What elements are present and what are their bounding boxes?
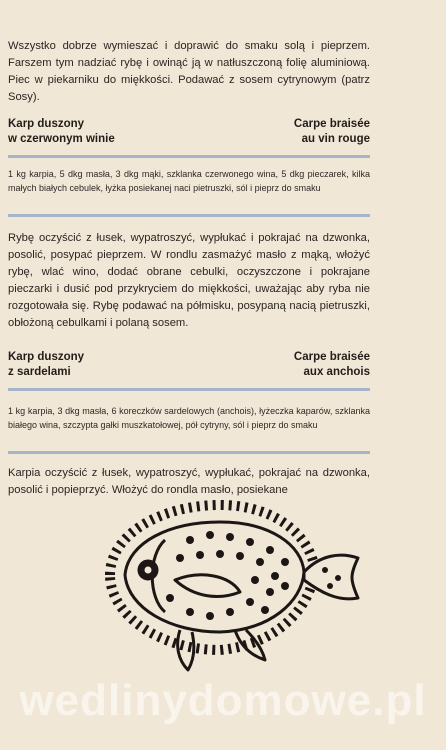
rule-bottom-2 bbox=[8, 451, 370, 454]
rule-top-1 bbox=[8, 155, 370, 158]
recipe1-heading bbox=[8, 117, 370, 149]
recipe1-ingredients: 1 kg karpia, 5 dkg masła, 3 dkg mąki, szklanka czerwonego wina, 5 dkg pieczarek, kilka małych białych cebulek, łyżka posiekanej naci pietruszki, sól i pieprz do smaku bbox=[8, 169, 370, 193]
fish-illustration-icon bbox=[70, 480, 370, 680]
watermark: wedlinydomowe.pl bbox=[19, 676, 427, 725]
recipe1-method: Rybę oczyścić z łusek, wypatroszyć, wypłukać i pokrajać na dzwonka, posolić, posypać pieprzem. W rondlu zasmażyć masło z mąką, włożyć rybę, wlać wino, dodać obrane cebulki, oczyszczone i pokrajane pieczarki i dusić pod przykryciem do miękkości, uważając aby ryba nie rozgotowała się. Rybę podawać na półmisku, posypaną nacią pietruszki, obłożoną cebulkami i polaną sosem. bbox=[8, 232, 370, 329]
rule-top-2 bbox=[8, 388, 370, 391]
recipe2-method: Karpia oczyścić z łusek, wypatroszyć, wypłukać, pokrajać na dzwonka, posolić i popieprzyć. Włożyć do rondla masło, posiekane bbox=[8, 467, 370, 496]
recipe1-title-polish: Karp duszony w czerwonym winie bbox=[8, 118, 115, 145]
recipe2-ingredients: 1 kg karpia, 3 dkg masła, 6 koreczków sardelowych (anchois), łyżeczka kaparów, szklanka białego wina, szczypta gałki muszkatołowej, pół cytryny, sól i pieprz do smaku bbox=[8, 406, 370, 430]
recipe2-title-polish: Karp duszony z sardelami bbox=[8, 351, 85, 378]
intro-paragraph: Wszystko dobrze wymieszać i doprawić do smaku solą i pieprzem. Farszem tym nadziać rybę i owinąć ją w natłuszczoną folię aluminiową. Piec w piekarniku do miękkości. Podawać z sosem cytrynowym (patrz Sosy). bbox=[8, 40, 370, 103]
recipe2-heading bbox=[8, 350, 370, 382]
rule-bottom-1 bbox=[8, 214, 370, 217]
recipe2-title-french: Carpe braisée aux anchois bbox=[293, 351, 370, 378]
recipe1-title-french: Carpe braisée au vin rouge bbox=[293, 118, 370, 145]
